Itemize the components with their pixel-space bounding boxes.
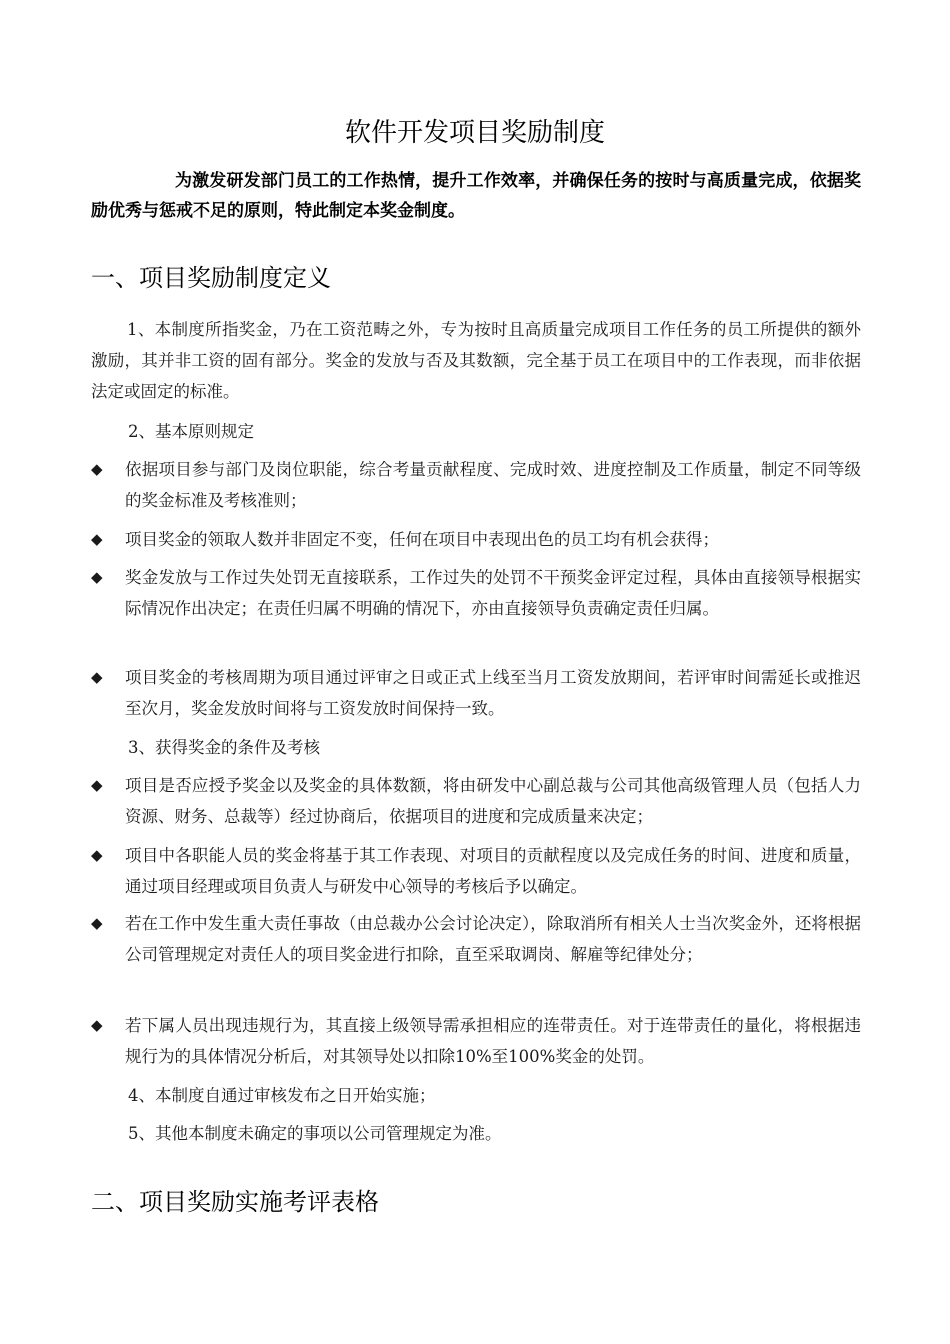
- condition-item-2: [91, 840, 861, 902]
- conditions-heading: 3、获得奖金的条件及考核: [128, 738, 320, 757]
- diamond-bullet-icon: ◆: [91, 460, 103, 478]
- condition-item-text: 项目中各职能人员的奖金将基于其工作表现、对项目的贡献程度以及完成任务的时间、进度和质量，通过项目经理或项目负责人与研发中心领导的考核后予以确定。: [125, 846, 861, 896]
- condition-item-3: [91, 908, 861, 970]
- basic-principles-heading: 2、基本原则规定: [128, 422, 254, 441]
- principle-item-1: [91, 454, 861, 516]
- principle-item-text: 项目奖金的考核周期为项目通过评审之日或正式上线至当月工资发放期间，若评审时间需延长或推迟至次月，奖金发放时间将与工资发放时间保持一致。: [125, 668, 861, 718]
- principle-item-text: 依据项目参与部门及岗位职能，综合考量贡献程度、完成时效、进度控制及工作质量，制定不同等级的奖金标准及考核准则；: [125, 460, 861, 510]
- other-matters-clause: 5、其他本制度未确定的事项以公司管理规定为准。: [128, 1124, 502, 1143]
- condition-item-text: 若在工作中发生重大责任事故（由总裁办公会讨论决定），除取消所有相关人士当次奖金外，还将根据公司管理规定对责任人的项目奖金进行扣除，直至采取调岗、解雇等纪律处分；: [125, 914, 861, 964]
- intro-paragraph: 为激发研发部门员工的工作热情，提升工作效率，并确保任务的按时与高质量完成，依据奖励优秀与惩戒不足的原则，特此制定本奖金制度。: [91, 171, 861, 221]
- diamond-bullet-icon: ◆: [91, 846, 103, 864]
- diamond-bullet-icon: ◆: [91, 530, 103, 548]
- diamond-bullet-icon: ◆: [91, 1016, 103, 1034]
- document-title: 软件开发项目奖励制度: [344, 118, 605, 148]
- diamond-bullet-icon: ◆: [91, 668, 103, 686]
- condition-item-1: [91, 770, 861, 832]
- principle-item-3: [91, 562, 861, 624]
- diamond-bullet-icon: ◆: [91, 914, 103, 932]
- principle-item-text: 项目奖金的领取人数并非固定不变，任何在项目中表现出色的员工均有机会获得；: [125, 530, 719, 549]
- principle-item-2: [91, 524, 861, 555]
- section-2-heading: 二、项目奖励实施考评表格: [91, 1188, 379, 1216]
- diamond-bullet-icon: ◆: [91, 568, 103, 586]
- principle-item-4: [91, 662, 861, 724]
- condition-item-text: 若下属人员出现违规行为，其直接上级领导需承担相应的连带责任。对于连带责任的量化，将根据违规行为的具体情况分析后，对其领导处以扣除10%至100%奖金的处罚。: [125, 1016, 861, 1066]
- principle-item-text: 奖金发放与工作过失处罚无直接联系，工作过失的处罚不干预奖金评定过程，具体由直接领导根据实际情况作出决定；在责任归属不明确的情况下，亦由直接领导负责确定责任归属。: [125, 568, 861, 618]
- condition-item-4: [91, 1010, 861, 1072]
- diamond-bullet-icon: ◆: [91, 776, 103, 794]
- definition-paragraph-1: 1、本制度所指奖金，乃在工资范畴之外，专为按时且高质量完成项目工作任务的员工所提供的额外激励，其并非工资的固有部分。奖金的发放与否及其数额，完全基于员工在项目中的工作表现，而非依据法定或固定的标准。: [91, 320, 861, 401]
- condition-item-text: 项目是否应授予奖金以及奖金的具体数额，将由研发中心副总裁与公司其他高级管理人员（包括人力资源、财务、总裁等）经过协商后，依据项目的进度和完成质量来决定；: [125, 776, 861, 826]
- effective-date-clause: 4、本制度自通过审核发布之日开始实施；: [128, 1086, 436, 1105]
- section-1-heading: 一、项目奖励制度定义: [91, 264, 331, 292]
